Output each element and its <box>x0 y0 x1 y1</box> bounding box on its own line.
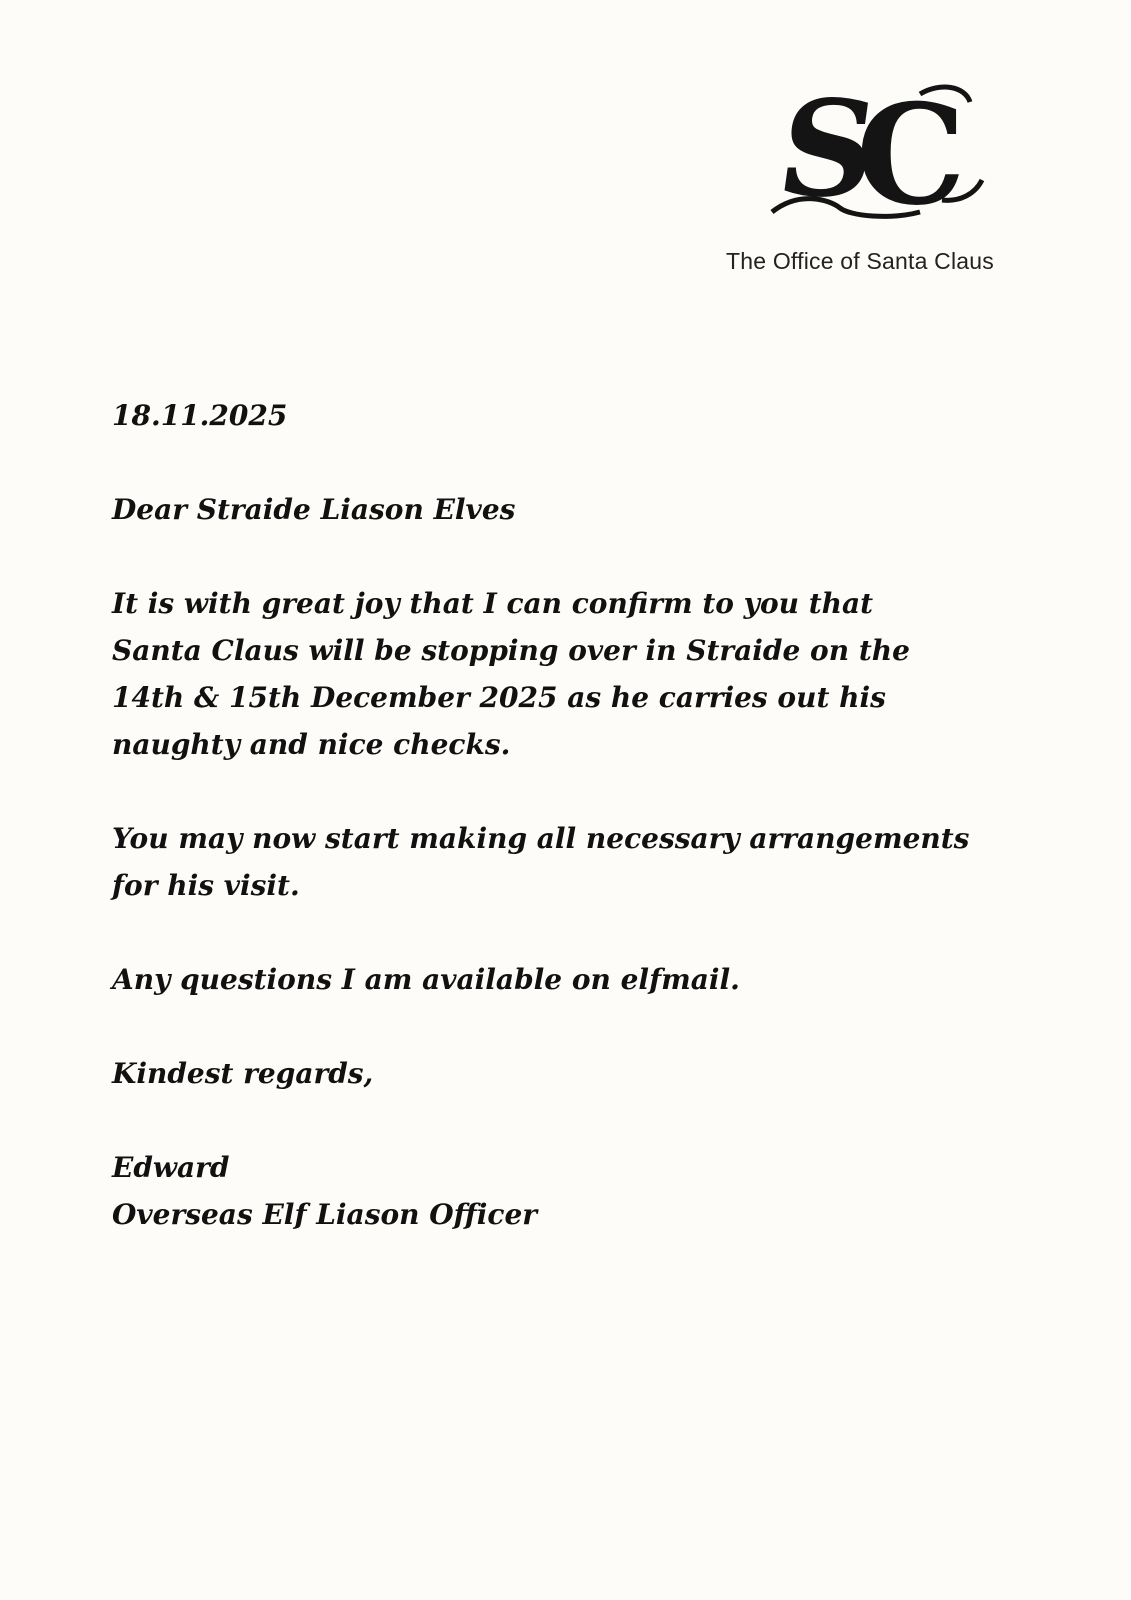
signer-name: Edward <box>112 1151 230 1184</box>
logo-letter-s: S <box>769 72 887 227</box>
paragraph-1-line: It is with great joy that I can confirm to you that <box>112 587 874 620</box>
letter-paragraph-2 <box>112 815 1012 909</box>
paragraph-1-line: Santa Claus will be stopping over in Straide on the <box>112 634 910 667</box>
paragraph-2-line: for his visit. <box>112 869 300 902</box>
office-name: The Office of Santa Claus <box>726 248 994 274</box>
paragraph-1-line: naughty and nice checks. <box>112 728 511 761</box>
paragraph-1-line: 14th & 15th December 2025 as he carries out his <box>112 681 886 714</box>
letter-salutation: Dear Straide Liason Elves <box>112 493 516 526</box>
sc-monogram-logo <box>769 72 1000 236</box>
logo-letter-c: C <box>856 73 966 236</box>
signer-title: Overseas Elf Liason Officer <box>112 1198 538 1231</box>
paragraph-2-line: You may now start making all necessary arrangements <box>112 822 970 855</box>
letter-closing: Kindest regards, <box>112 1057 374 1090</box>
letter-paragraph-3: Any questions I am available on elfmail. <box>112 963 740 996</box>
signature-block <box>112 1144 1012 1238</box>
letter-date: 18.11.2025 <box>112 399 288 432</box>
letter-body <box>112 392 1012 1238</box>
letter-paragraph-1 <box>112 580 1012 768</box>
